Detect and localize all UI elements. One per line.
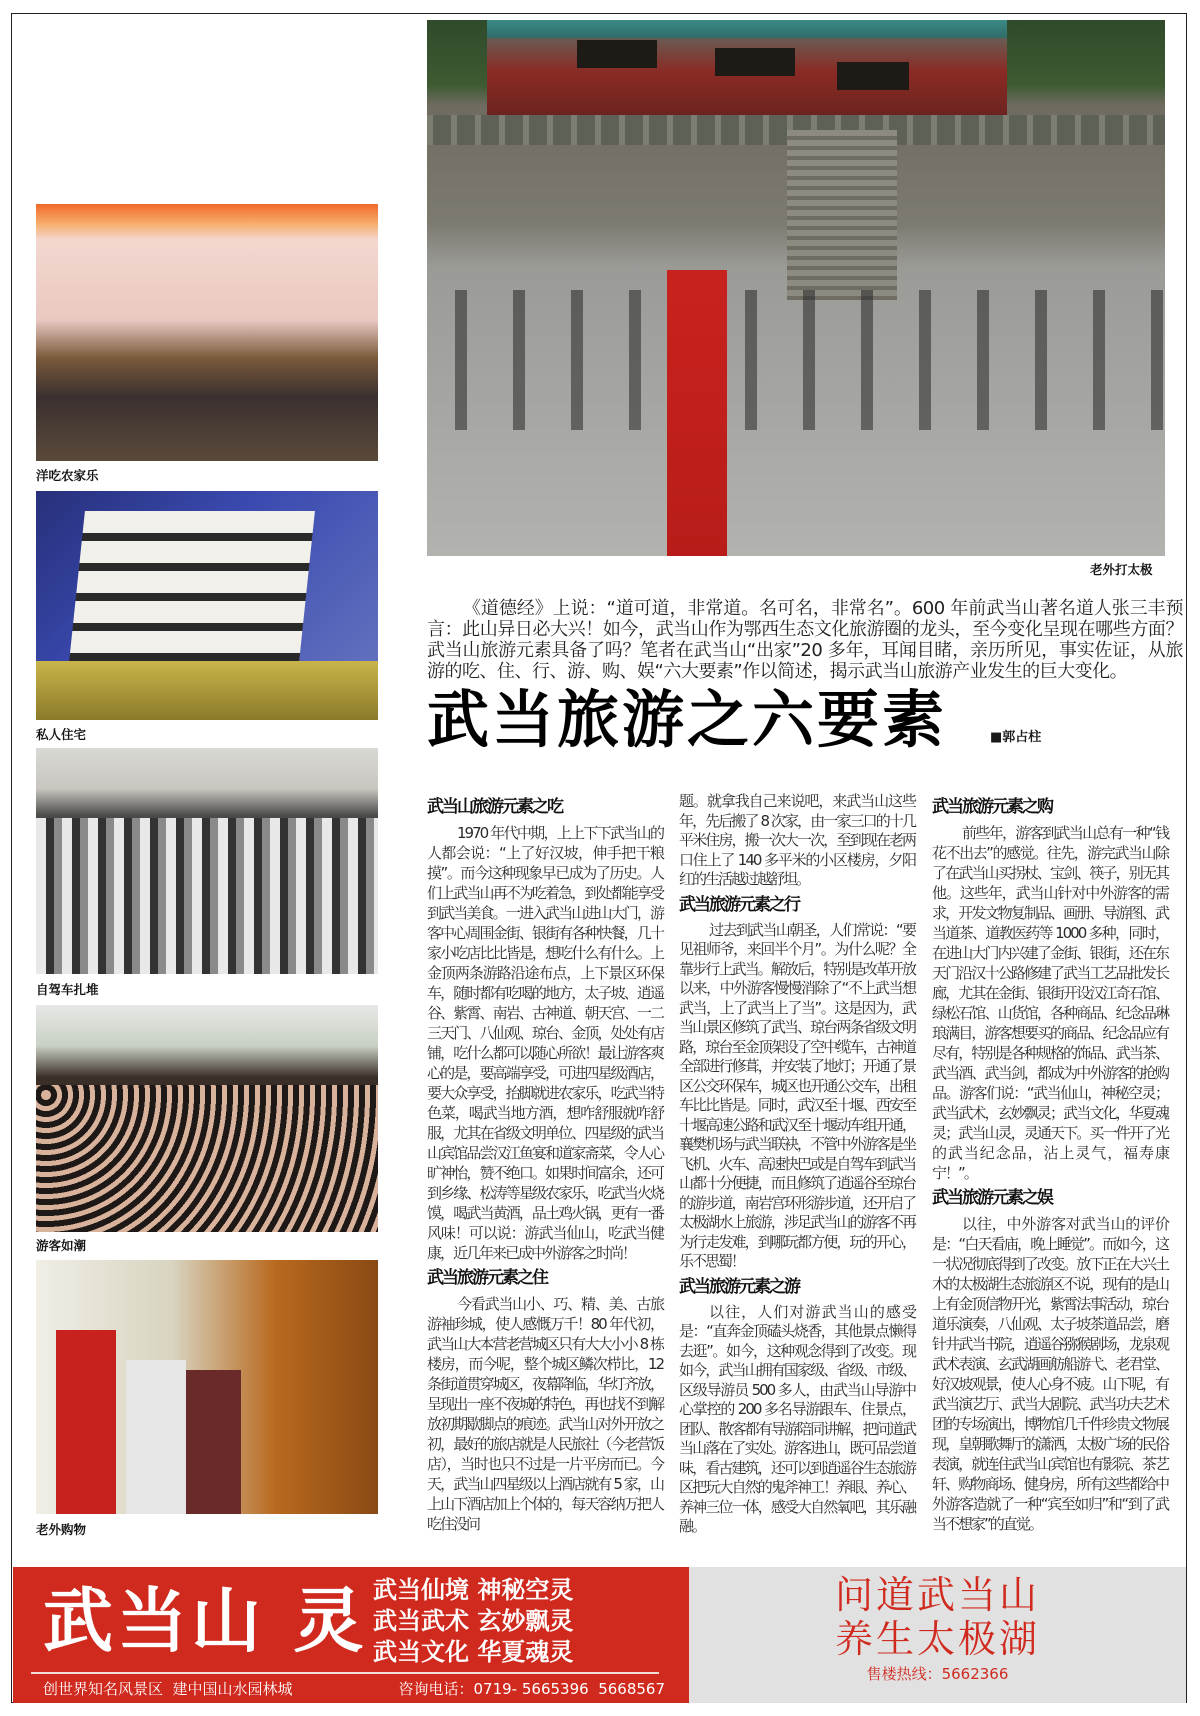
ad-brand-logo: 武当山 灵 [43, 1580, 368, 1662]
ad-slogan: 武当文化 华夏魂灵 [373, 1638, 574, 1666]
main-photo-taichi [427, 20, 1165, 556]
ad-divider [31, 1672, 659, 1674]
photo-crowd-of-tourists [36, 1005, 378, 1232]
section-heading-shop: 武当旅游元素之购 [932, 797, 1052, 817]
photo-parking-lot [36, 748, 378, 974]
section-heading-fun: 武当旅游元素之娱 [932, 1188, 1052, 1208]
article-column-1 [427, 792, 663, 1538]
article-title: 武当旅游之六要素 [427, 683, 948, 756]
ad-hotline: 售楼热线：5662366 [866, 1665, 1009, 1683]
section-body-eat: 1970 年代中期，上上下下武当山的人都会说：“上了好汉坡，伸手把干粮摸”。而今这种现象早已成为了历史。人们上武当山再不为吃着急，到处都能享受到武当美食。一进入武当山进山大门，游客中心周围金街、银街有各种快餐，几十家小吃店比比皆是，想吃什么有什么。上金顶两条游路沿途布点，上下景区环保车，随时都有吃喝的地方，太子坡、逍遥谷、紫霄、南岩、古神道、朝天宫、一二三天门、八仙观、琼台、金顶，处处有店铺，吃什么都可以随心所欲！最让游客爽心的是，要高端享受，可进四星级酒店，要大众享受，抬脚就进农家乐，吃武当特色菜，喝武当地方酒，想咋舒服就咋舒服，尤其在省级文明单位、四星级的武当山宾馆品尝汉江鱼宴和道家斋菜，令人心旷神怡，赞不绝口。如果时间富余，还可到乡缘、松涛等星级农家乐，吃武当火烧馍，喝武当黄酒，品土鸡火锅，更有一番风味！可以说：游武当仙山，吃武当健康，近几年来已成中外游客之时尚！ [427, 824, 663, 1262]
photo-caption: 洋吃农家乐 [36, 468, 99, 483]
article-header [427, 598, 1183, 758]
photo-caption: 游客如潮 [36, 1238, 87, 1253]
photo-farm-dining [36, 204, 378, 461]
article-intro: 《道德经》上说：“道可道，非常道。名可名，非常名”。600 年前武当山著名道人张三丰预言：此山异日必大兴！如今，武当山作为鄂西生态文化旅游圈的龙头，至今变化呈现在哪些方面？武当山旅游元素具备了吗？笔者在武当山“出家”20 多年，耳闻目睹，亲历所见，事实佐证，从旅游的吃、住、行、游、购、娱“六大要素”作以简述，揭示武当山旅游产业发生的巨大变化。 [427, 598, 1183, 682]
photo-caption: 老外购物 [36, 1522, 87, 1537]
article-column-3 [932, 792, 1168, 1538]
section-heading-live: 武当旅游元素之住 [427, 1268, 547, 1288]
photo-foreigners-shopping [36, 1260, 378, 1514]
ad-slogan: 武当仙境 神秘空灵 [373, 1576, 574, 1604]
photo-caption: 自驾车扎堆 [36, 982, 99, 997]
photo-caption: 私人住宅 [36, 727, 87, 742]
main-photo-caption: 老外打太极 [1090, 562, 1153, 577]
taiji-lake-ad-banner [689, 1567, 1186, 1703]
section-body-travel: 过去到武当山朝圣，人们常说：“要见祖师爷，来回半个月”。为什么呢？全靠步行上武当。解放后，特别是改革开放以来，中外游客慢慢消除了“不上武当想武当，上了武当上了当”。这是因为，武当山景区修筑了武当、琼台两条省级文明路，琼台至金顶架设了空中缆车，古神道全部进行修葺，并安装了地灯；开通了景区公交环保车，城区也开通公交车，出租车比比皆是。同时，武汉至十堰、西安至十堰高速公路和武汉至十堰动车组开通，襄樊机场与武当联袂，不管中外游客是坐飞机、火车、高速快巴或是自驾车到武当山都十分便捷，而且修筑了逍遥谷至琼台的游步道，南岩宫环形游步道，还开启了太极湖水上旅游，涉足武当山的游客不再为行走发难，到哪玩都方便，玩的开心，乐不思蜀！ [679, 920, 915, 1270]
ad-tagline: 创世界知名风景区 建中国山水园林城 [43, 1680, 293, 1698]
article-title-row [427, 684, 1183, 758]
photo-private-residence [36, 491, 378, 720]
section-heading-travel: 武当旅游元素之行 [679, 894, 799, 915]
article-byline: ■郭占柱 [990, 730, 1042, 745]
ad-slogan: 武当武术 玄妙飘灵 [373, 1607, 574, 1635]
section-body-fun: 以往，中外游客对武当山的评价是：“白天看庙，晚上睡觉”。而如今，这一状况彻底得到了改变。放下正在大兴土木的太极湖生态旅游区不说，现有的是山上有金顶信物开光，紫霄法事活动，琼台道乐演奏，八仙观、太子坡茶道品尝，磨针井武当书院，逍遥谷猕猴剧场，龙泉观武术表演、玄武湖画舫船游弋、老君堂、好汉坡观景，使人心身不疲。山下呢，有武当演艺厅、武当大剧院、武当功夫艺术团的专场演出，博物馆几千件珍贵文物展现，皇朝歌舞厅的潇洒，太极广场的民俗表演，就连住武当山宾馆也有影院、茶艺轩、购物商场、健身房，所有这些都给中外游客造就了一种“宾至如归”和“到了武当不想家”的直觉。 [932, 1215, 1168, 1533]
section-heading-eat: 武当山旅游元素之吃 [427, 797, 562, 817]
section-heading-tour: 武当旅游元素之游 [679, 1276, 799, 1297]
article-column-2 [679, 792, 915, 1541]
ad-slogans [373, 1575, 573, 1668]
ad-phone: 咨询电话：0719- 5665396 5668567 [398, 1680, 665, 1698]
section-body-live: 今看武当山小、巧、精、美、古旅游袖珍城，使人感慨万千！80 年代初，武当山大本营老营城区只有大大小小 8 栋楼房，而今呢，整个城区鳞次栉比，12 条街道贯穿城区，夜幕降临，华灯齐放，呈现出一座不夜城的特色，再也找不到解放初期歇脚点的痕迹。武当山对外开放之初，最好的旅店就是人民旅社（今老营饭店），当时也只不过是一片平房而已。今天，武当山四星级以上酒店就有 5 家，山上山下酒店加上个体的，每天容纳万把人吃住没问 [427, 1295, 663, 1533]
ad-headline-1: 问道武当山 [834, 1573, 1040, 1617]
section-body-live-continued: 题。就拿我自己来说吧，来武当山这些年，先后搬了 8 次家，由一家三口的十几平米住房，搬一次大一次，至到现在老两口住上了 140 多平米的小区楼房，夕阳红的生活越过越舒坦。 [679, 792, 915, 888]
section-body-shop: 前些年，游客到武当山总有一种“钱花不出去”的感觉。往先，游完武当山除了在武当山买拐杖、宝剑、筷子，别无其他。这些年，武当山针对中外游客的需求，开发文物复制品、画册、导游图、武当道茶、道教医药等 1000 多种，同时，在进山大门内兴建了金街、银街，还在东天门沿汉十公路修建了武当工艺品批发长廊，尤其在金街、银街开设汉江奇石馆、绿松石馆、山货馆，各种商品、纪念品琳琅满目，游客想要买的商品、纪念品应有尽有，特别是各种规格的饰品、武当茶、武当酒、武当剑，都成为中外游客的抢购品。游客们说：“武当仙山，神秘空灵；武当武术，玄妙飘灵；武当文化，华夏魂灵；武当山灵，灵通天下。买一件开了光的武当纪念品，沾上灵气，福寿康宁！”。 [932, 824, 1168, 1182]
wudangshan-ad-banner [13, 1567, 689, 1703]
ad-headline-2: 养生太极湖 [834, 1617, 1040, 1661]
section-body-tour: 以往，人们对游武当山的感受是：“直奔金顶磕头烧香，其他景点懒得去逛”。如今，这种观念得到了改变。现如今，武当山拥有国家级、省级、市级、区级导游员 500 多人，由武当山导游中心掌控的 200 多名导游跟车、住景点，团队、散客都有导游陪同讲解，把问道武当山落在了实处。游客进山，既可品尝道味，看古建筑，还可以到逍遥谷生态旅游区把玩大自然的鬼斧神工！养眼、养心、养神三位一体，感受大自然氧吧，其乐融融。 [679, 1302, 915, 1535]
